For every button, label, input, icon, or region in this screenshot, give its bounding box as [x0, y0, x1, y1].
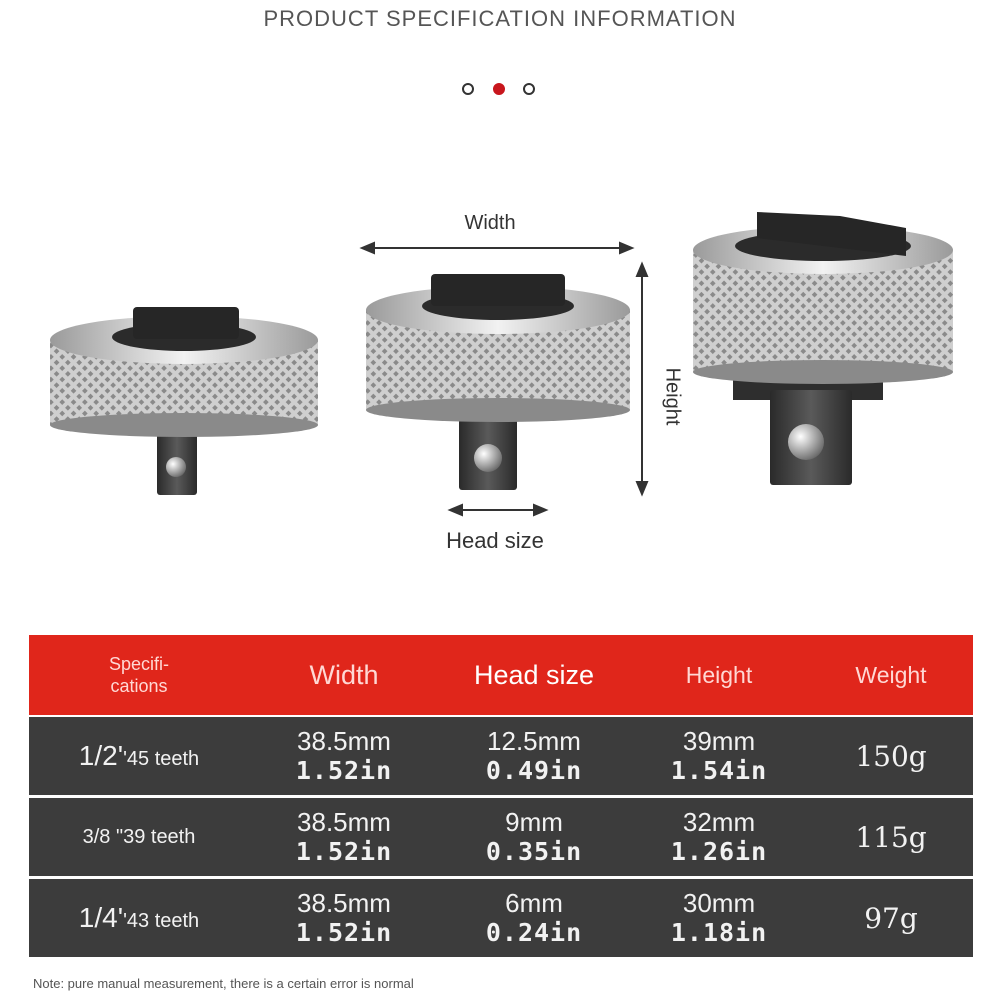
- head-size-cell: [439, 726, 629, 786]
- width-mm: 38.5mm: [297, 807, 391, 837]
- teeth-count: '43 teeth: [123, 910, 200, 932]
- width-cell: [249, 726, 439, 786]
- height-in: 1.18in: [670, 918, 768, 947]
- width-in: 1.52in: [295, 918, 393, 947]
- page-title: PRODUCT SPECIFICATION INFORMATION: [263, 6, 737, 31]
- product-diagram: [0, 190, 1000, 570]
- table-row: [29, 798, 973, 879]
- width-cell: [249, 888, 439, 948]
- ratchet-large: [693, 212, 953, 485]
- footer-note: Note: pure manual measurement, there is a certain error is normal: [33, 976, 414, 991]
- spec-header-line2: cations: [110, 676, 168, 696]
- ratchet-small: [50, 307, 318, 495]
- height-label: Height: [661, 367, 684, 426]
- table-header: [29, 635, 973, 717]
- width-in: 1.52in: [295, 756, 393, 785]
- spec-cell: [29, 826, 249, 849]
- width-in: 1.52in: [295, 837, 393, 866]
- teeth-count: '45 teeth: [123, 748, 200, 770]
- ratchet-illustrations: [0, 190, 1000, 570]
- col-header-weight: Weight: [855, 661, 927, 688]
- head-mm: 12.5mm: [487, 726, 581, 756]
- width-cell: [249, 807, 439, 867]
- width-mm: 38.5mm: [297, 726, 391, 756]
- carousel-pager: [462, 81, 542, 97]
- height-cell: [629, 807, 809, 867]
- col-header-height: Height: [685, 661, 753, 688]
- spec-cell: [29, 902, 249, 934]
- height-in: 1.54in: [670, 756, 768, 785]
- height-mm: 32mm: [682, 807, 756, 837]
- col-header-specifications: [29, 653, 249, 697]
- width-label: Width: [464, 212, 516, 234]
- head-size-cell: [439, 807, 629, 867]
- ratchet-medium: [366, 274, 630, 490]
- weight-cell: 150g: [855, 739, 927, 773]
- table-row: [29, 717, 973, 798]
- width-mm: 38.5mm: [297, 888, 391, 918]
- head-mm: 9mm: [505, 807, 563, 837]
- pager-dot-3[interactable]: [523, 83, 535, 95]
- spec-header-line1: Specifi-: [108, 654, 170, 674]
- head-mm: 6mm: [505, 888, 563, 918]
- col-header-width: Width: [309, 659, 379, 690]
- weight-cell: 115g: [855, 820, 927, 854]
- head-in: 0.24in: [485, 918, 583, 947]
- spec-table: [29, 635, 973, 960]
- height-cell: [629, 726, 809, 786]
- pager-dot-1[interactable]: [462, 83, 474, 95]
- head-size-cell: [439, 888, 629, 948]
- height-mm: 39mm: [682, 726, 756, 756]
- head-in: 0.49in: [485, 756, 583, 785]
- weight-cell: 97g: [864, 901, 918, 935]
- spec-cell: [29, 740, 249, 772]
- head-size-arrow: [450, 505, 546, 515]
- drive-size: 3/8: [82, 825, 111, 848]
- head-size-label: Head size: [446, 528, 544, 553]
- head-in: 0.35in: [485, 837, 583, 866]
- table-row: [29, 879, 973, 960]
- height-mm: 30mm: [682, 888, 756, 918]
- height-in: 1.26in: [670, 837, 768, 866]
- drive-size: 1/4': [78, 902, 124, 933]
- pager-dot-2-active[interactable]: [493, 83, 505, 95]
- drive-size: 1/2': [78, 740, 124, 771]
- height-cell: [629, 888, 809, 948]
- col-header-head-size: Head size: [473, 659, 595, 690]
- width-arrow: [362, 243, 632, 253]
- height-arrow: [637, 264, 647, 494]
- teeth-count: "39 teeth: [110, 825, 196, 848]
